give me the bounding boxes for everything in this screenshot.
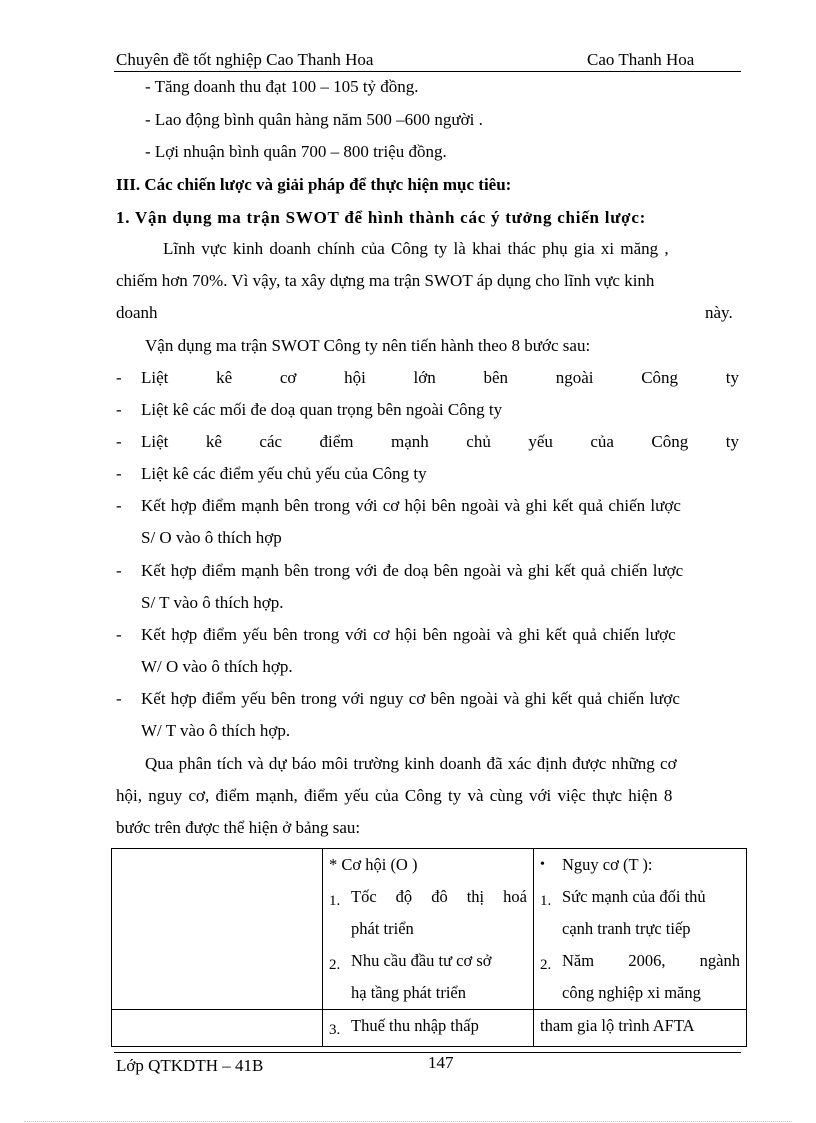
word: ngoài (555, 368, 594, 387)
word: ty (725, 368, 739, 387)
list-number: 1. (329, 893, 341, 909)
word: Liệt (141, 368, 169, 387)
section-heading: III. Các chiến lược và giải pháp để thực hiện mục tiêu: (116, 175, 512, 194)
para1-line3-right: này. (705, 303, 733, 322)
word: cơ (279, 368, 297, 387)
opportunity-2-line2: hạ tầng phát triển (351, 983, 467, 1002)
word: 2006, (628, 951, 666, 970)
step-1-bullet: - (116, 368, 122, 387)
threat-2-line1 (562, 945, 740, 977)
threats-cont-cell (534, 1010, 747, 1047)
step-4-bullet: - (116, 464, 122, 483)
threat-1 (540, 881, 740, 945)
step-6-line2: S/ T vào ô thích hợp. (141, 593, 284, 612)
opportunity-1 (329, 881, 527, 945)
bullet-icon: • (540, 857, 545, 872)
list-number: 2. (540, 957, 552, 973)
word: đô (431, 887, 448, 906)
step-8-line1: Kết hợp điểm yếu bên trong với nguy cơ bên ngoài và ghi kết quả chiến lược (141, 689, 680, 708)
swot-empty-cell (112, 1010, 323, 1047)
word: hoá (503, 887, 527, 906)
step-3 (141, 432, 739, 452)
word: thị (466, 887, 485, 906)
word: Liệt (141, 432, 169, 451)
step-7-line1: Kết hợp điểm yếu bên trong với cơ hội bên ngoài và ghi kết quả chiến lược (141, 625, 676, 644)
target-profit: - Lợi nhuận bình quân 700 – 800 triệu đồng. (145, 142, 447, 161)
subsection-heading-text: 1. Vận dụng ma trận SWOT để hình thành các ý tưởng chiến lược: (116, 208, 647, 227)
word: độ (395, 887, 413, 906)
word: Công (641, 368, 679, 387)
step-4: Liệt kê các điểm yếu chủ yếu của Công ty (141, 464, 427, 483)
word: chủ (466, 432, 491, 451)
para1-line3-left: doanh (116, 303, 158, 322)
threats-cell (534, 849, 747, 1010)
threats-title-row (540, 849, 740, 881)
target-labor: - Lao động bình quân hàng năm 500 –600 người . (145, 110, 483, 129)
opportunities-title: * Cơ hội (O ) (329, 855, 418, 874)
word: mạnh (391, 432, 429, 451)
threats-title: Nguy cơ (T ): (562, 855, 653, 874)
para2-line3: bước trên được thể hiện ở bảng sau: (116, 818, 361, 837)
opportunity-3-line1: Thuế thu nhập thấp (351, 1016, 479, 1035)
step-2-bullet: - (116, 400, 122, 419)
subsection-heading (116, 208, 740, 228)
word: hội (344, 368, 366, 387)
opportunity-1-line2: phát triển (351, 919, 414, 938)
step-5-line2: S/ O vào ô thích hợp (141, 528, 282, 547)
table-row (112, 849, 747, 1010)
page-border (24, 1121, 792, 1122)
table-row (112, 1010, 747, 1047)
word: Tốc (351, 887, 377, 906)
step-6-bullet: - (116, 561, 122, 580)
para1-line2: chiếm hơn 70%. Vì vậy, ta xây dựng ma trận SWOT áp dụng cho lĩnh vực kinh (116, 271, 655, 290)
swot-corner-cell (112, 849, 323, 1010)
word: ty (725, 432, 739, 451)
threat-2-line2: công nghiệp xi măng (562, 983, 701, 1002)
word: yếu (528, 432, 553, 451)
threat-2 (540, 945, 740, 1009)
word: Năm (562, 951, 595, 970)
footer-class: Lớp QTKDTH – 41B (116, 1056, 264, 1075)
list-number: 3. (329, 1022, 341, 1038)
step-5-line1: Kết hợp điểm mạnh bên trong với cơ hội bên ngoài và ghi kết quả chiến lược (141, 496, 681, 515)
word: lớn (413, 368, 436, 387)
para2-line2: hội, nguy cơ, điểm mạnh, điểm yếu của Công ty và cùng với việc thực hiện 8 (116, 786, 673, 805)
word: ngành (699, 951, 740, 970)
opportunity-2 (329, 945, 527, 1009)
list-number: 1. (540, 893, 552, 909)
threat-2-continuation: tham gia lộ trình AFTA (540, 1016, 695, 1035)
step-8-bullet: - (116, 689, 122, 708)
opportunities-cell (323, 849, 534, 1010)
target-revenue: - Tăng doanh thu đạt 100 – 105 tỷ đồng. (145, 77, 419, 96)
word: các (259, 432, 283, 451)
step-6-line1: Kết hợp điểm mạnh bên trong với đe doạ bên ngoài và ghi kết quả chiến lược (141, 561, 684, 580)
opportunity-1-line1 (351, 881, 527, 913)
word: bên (483, 368, 508, 387)
para1-line1: Lĩnh vực kinh doanh chính của Công ty là khai thác phụ gia xi măng , (163, 239, 669, 258)
header-author: Cao Thanh Hoa (587, 50, 695, 69)
steps-intro: Vận dụng ma trận SWOT Công ty nên tiến hành theo 8 bước sau: (145, 336, 591, 355)
step-2: Liệt kê các mối đe doạ quan trọng bên ngoài Công ty (141, 400, 503, 419)
swot-table (111, 848, 747, 1047)
header-rule (114, 71, 741, 72)
step-5-bullet: - (116, 496, 122, 515)
opportunity-3 (329, 1010, 527, 1046)
step-1 (141, 368, 739, 388)
list-number: 2. (329, 957, 341, 973)
word: kê (205, 432, 222, 451)
step-7-line2: W/ O vào ô thích hợp. (141, 657, 293, 676)
opportunities-cont-cell (323, 1010, 534, 1047)
word: Công (651, 432, 689, 451)
word: của (590, 432, 614, 451)
opportunity-2-line1: Nhu cầu đầu tư cơ sở (351, 951, 492, 970)
step-7-bullet: - (116, 625, 122, 644)
step-3-bullet: - (116, 432, 122, 451)
step-8-line2: W/ T vào ô thích hợp. (141, 721, 291, 740)
threat-1-line2: cạnh tranh trực tiếp (562, 919, 691, 938)
word: điểm (319, 432, 354, 451)
word: kê (216, 368, 233, 387)
threat-1-line1: Sức mạnh của đối thủ (562, 887, 706, 906)
page-number: 147 (428, 1053, 454, 1072)
para2-line1: Qua phân tích và dự báo môi trường kinh doanh đã xác định được những cơ (145, 754, 677, 773)
header-title: Chuyên đề tốt nghiệp Cao Thanh Hoa (116, 50, 374, 69)
